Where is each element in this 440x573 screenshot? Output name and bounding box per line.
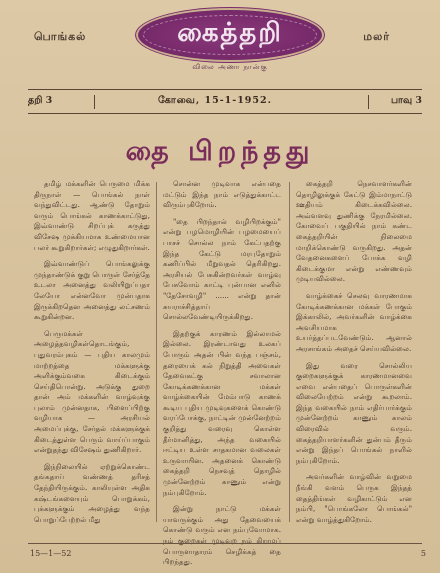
header-top-rule (28, 89, 422, 90)
masthead-right-label: மலர் (363, 30, 390, 43)
issue-number: தறி 3 (28, 95, 53, 106)
column-paragraph: இவ்வாண்டுப் பொங்கலுக்கு முந்தாண்டுக் குறு பொருள் சேர்த்தே உடலா அனைத்து வலியிறுப்பதா லேயோ என்னவோ முன்பதாக இருக்கிறதென அனைத்து லட்சணம் கூறுகின்றன. (34, 259, 150, 322)
article-column-2 (163, 179, 281, 567)
column-paragraph: பெருமக்கள் அழைத்தவழிகள்தொடங்கும், புதுவரம்புகம் — புதிய காலமும் மாற்றத்தை மக்களுக்கு அளிக்கும்வகை கிடைக்கும் செய்திபொன்று. அடுக்கு துறை தான் அம் மக்களின் வாழ்வுக்கு புலாம் முன்னதாக, பிளைப்பிற்கு வழியாக — அரசியல் அமைப்புக்கு, சேர்தல் மக்களுக்குக் கிடைத்துள்ள பெரும் வாய்ப்பாகும் என்றுதந்து விசேஷம் துணிகிறார். (34, 328, 150, 455)
article-column-3 (296, 179, 412, 529)
masthead-title: கைத்தறி (177, 18, 283, 48)
info-divider-right (368, 95, 369, 109)
masthead-logo (138, 10, 322, 60)
column-divider (156, 182, 157, 522)
column-divider (289, 182, 290, 522)
footer-rule (28, 543, 422, 544)
column-paragraph: கைத்தறி நெசவாளர்களின் தொழிலுக்குக் கேட்டு இம்மாநாட்டு ஊதியம் கிடைக்கவில்லை. அவ்வளவு துணிக்கு நேரமில்லை. கோவைப் பகுதியில் நாம் கண்ட கைத்தறியின் நிலைமை மாறிக்கொண்டு வருகிறது. அதன் வேதனைகளைப் போக்க வழி கிடைக்குமா என்று எண்ணவும் முடியவில்லை. (296, 179, 412, 284)
issue-info-row (28, 95, 422, 111)
masthead-tagline: விலை அணா நான்கு (192, 63, 268, 71)
article-column-1 (34, 179, 150, 529)
issue-date: கோவை, 15-1-1952. (158, 95, 272, 106)
header-bottom-rule (28, 113, 422, 114)
column-paragraph: அவர்களின் வாழ்வின் வறுமை நீங்கி வளம் பெருக இந்தத் தைத்திங்கள் வழிகாட்டும் என நம்பி, "பொங்கலோ பொங்கல்" என்று வாழ்த்துகிறோம். (296, 472, 412, 524)
volume-number: பாவு 3 (390, 95, 422, 106)
masthead-left-label: பொங்கல் (34, 30, 87, 43)
article-headline: தை பிறந்தது (125, 136, 315, 167)
column-paragraph: வாழ்க்கைச் செலவு வாரணமாக கோடிக்கணக்கான மக்கள் போகும் இக்காலில், அவர்களின் வாழ்க்கை அவசியமாக உயர்த்தப்படவேண்டும். ஆனால் அரசாங்கம் அதைச் செய்யவில்லை. (296, 290, 412, 353)
page-number: 5 (420, 549, 426, 558)
column-paragraph: இந்நிலையில் ஏற்றுக்கொண்ட தங்கதாய் வண்ணத் தரிசத் தேந்தியிருக்கும். காலியுள்ள அதிக கஷ்டங்களையும் பொறுக்கம், புக்களுக்கும் அழைத்து வந்த பொறுப்பேற்றல் மீது (34, 461, 150, 524)
column-paragraph: "தை பிறந்தால் வழிபிறக்கும்" என்று பழமொழியின் பழமையைப் பாசச் சொல்ல நாம் கேட்பதற்கு இந்த கேட்டு மரபுதோறும் கணிப்பில் மீறுவதல் தெரிகிறது. அரசியல் பேசுகின்றவர்கள் வாழ்வு பேசுவோம் காட்டி புன்பான எனில் "தேசோவழி" ...... என்று தான் சுயராச்சித்தாய் சொல்லவேண்டியிருக்கிறது. (163, 216, 281, 322)
column-paragraph: இதற்குக் காரணம் இல்லாமல் இல்லை. இரண்டாவது உலகப் போரும் அதன் பின் வந்த பஞ்சம், தரையைக் கல் நிறுத்தி அவைகள் தேவைகட்கு சவாலான கோடிக்கணக்கான மக்கள் வாழ்க்கையின் மேம்பாடு காணக் கூடிய புதிய முடிவுகளைக் கொண்டு வரப்போக்கு, நாட்டின் முன்னேற்றம் குறித்து வரைவு கொள்ள தீர்மானித்து, அந்த வகையில் ஈட்டிய உள்ள சாதகமான வலைகள் உருவாயின. அதனைக் கொண்டு கைத்தறி நெசவுத் தொழில் முன்னேற்றம் காணும் என்று நம்புகிறோம். (163, 328, 281, 497)
column-paragraph: சொன்ன முடிவாக என்பதை மட்டும் இந்த நாம் எடுத்துக்காட்ட விரும்புகிறோம். (163, 179, 281, 210)
info-divider-left (94, 95, 95, 109)
column-paragraph: தமிழ் மக்களின் பெருமை மிக்க திருநாள் — பொங்கல் நாள் வந்துவிட்டது. ஆண்டு தோறும் வரும் பொங்கல் காணக்காட்டுது, இவ்வாண்டு சிறப்புக் கருத்து விசேஷ முக்கியமாக உண்மையான பலர் கூறுகிறார்கள்; எழுதுகிறார்கள். (34, 179, 150, 252)
column-paragraph: இது வரை சொல்லிய குறைகளுக்குக் காரணமானவை எவை என்பதைப் பொருள்களின் விலையேற்றம் என்று கூறலாம். இந்த வகையில் நாம் எதிர்பார்க்கும் முன்னேற்றம் காணும் காலம் விரைவில் வரும். கைத்தறியாளர்களின் துன்பம் தீரும் என்று இந்தப் பொங்கல் நாளில் நம்புகிறோம். (296, 360, 412, 465)
footer-date: 15—1—52 (30, 549, 72, 558)
column-paragraph: இன்று நாட்டு மக்கள் யாவருக்கும் அது தேவையைக் கொண்டு வரும் என நம்புவோமாக. நம் குறைகள் முடிவுற நம் கிராமப் பொருளாதாரம் செழிக்கத் தை பிறந்தது. (163, 504, 281, 567)
